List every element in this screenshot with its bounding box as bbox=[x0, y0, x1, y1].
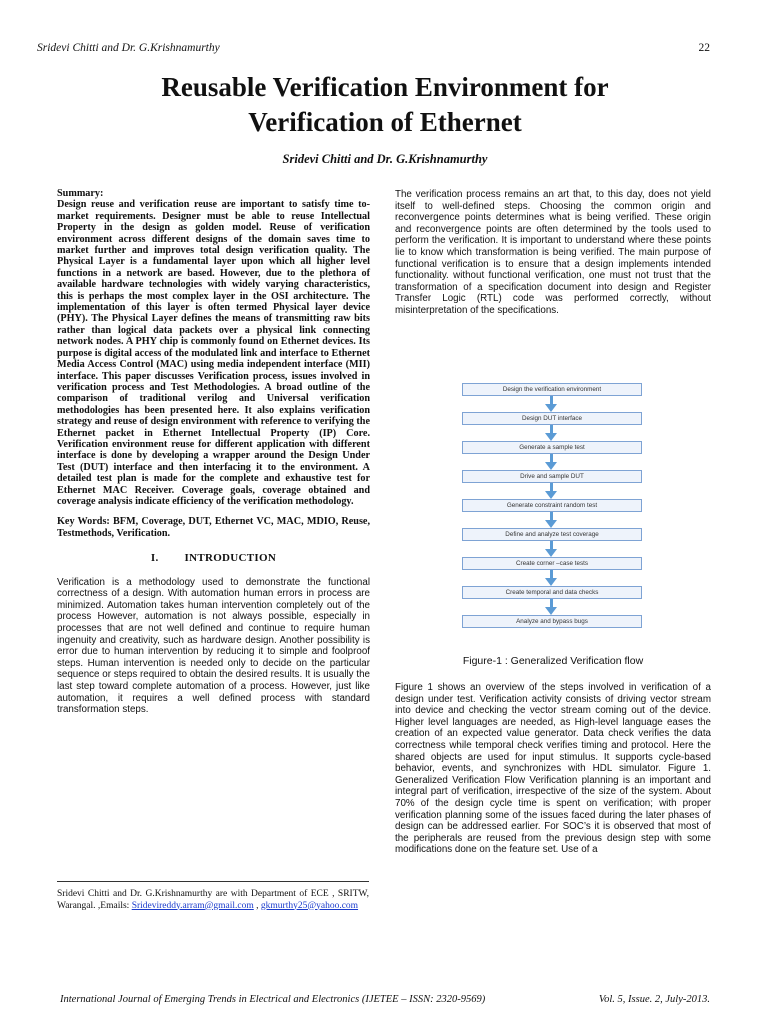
arrow-head bbox=[545, 607, 557, 615]
section-number: I. bbox=[150, 552, 159, 565]
running-head bbox=[37, 42, 710, 58]
arrow-head bbox=[545, 520, 557, 528]
flow-step: Define and analyze test coverage bbox=[462, 528, 642, 541]
flow-step: Generate a sample test bbox=[462, 441, 642, 454]
footnote-separator: , bbox=[253, 900, 261, 911]
flow-arrow bbox=[462, 541, 642, 557]
footer-volume: Vol. 5, Issue. 2, July-2013. bbox=[598, 994, 710, 1005]
arrow-head bbox=[545, 549, 557, 557]
email-link-2[interactable]: gkmurthy25@yahoo.com bbox=[260, 900, 359, 911]
footnote-rule bbox=[57, 881, 369, 882]
verification-flow-diagram bbox=[462, 383, 642, 628]
email-link-1[interactable]: Sridevireddy.arram@gmail.com bbox=[131, 900, 254, 911]
flow-step: Generate constraint random test bbox=[462, 499, 642, 512]
flow-arrow bbox=[462, 425, 642, 441]
arrow-head bbox=[545, 404, 557, 412]
summary-heading: Summary: bbox=[57, 188, 104, 199]
arrow-head bbox=[545, 578, 557, 586]
section-heading-introduction bbox=[57, 553, 370, 564]
arrow-head bbox=[545, 491, 557, 499]
left-column bbox=[57, 188, 370, 716]
title-line-2: Verification of Ethernet bbox=[248, 107, 522, 137]
right-column-paragraph-1: The verification process remains an art that, to this day, does not yield itself to well-defined steps. Choosing the common origin and reconvergence points determines what is being verified. These origin and reconvergence points are often determined by the tools used to perform the verification. It is important to understand where these points lie to know which transformation is being verified. The main purpose of functional verification is to ensure that a design implements intended functionality. without functional verification, one must not trust that the transformation of a specification document into design and Register Transfer Logic (RTL) code was performed correctly, without misinterpretation of the specifications. bbox=[395, 189, 711, 316]
paper-title bbox=[60, 70, 710, 140]
keywords: Key Words: BFM, Coverage, DUT, Ethernet VC, MAC, MDIO, Reuse, Testmethods, Verification. bbox=[57, 516, 370, 539]
flow-step: Analyze and bypass bugs bbox=[462, 615, 642, 628]
title-line-1: Reusable Verification Environment for bbox=[161, 72, 609, 102]
page-number: 22 bbox=[698, 42, 710, 54]
flow-step: Create corner –case tests bbox=[462, 557, 642, 570]
flow-arrow bbox=[462, 396, 642, 412]
introduction-paragraph: Verification is a methodology used to demonstrate the functional correctness of a design. With automation human errors in process are minimized. Automation takes human intervention completely out of the process However, automation is not always possible, especially in processes that are not well defined and continue to require human ingenuity and creativity, such as hardware design. Another possibility is error due to human intervention by reducing it to simple and foolproof steps. Human intervention is needed only to decide on the particular sequence or steps required to obtain the desired results. It is usually the last step toward complete automation of a process. However, just like automation, it requires a well defined process with standard transformation steps. bbox=[57, 576, 370, 716]
running-head-authors: Sridevi Chitti and Dr. G.Krishnamurthy bbox=[37, 42, 220, 54]
flow-step: Design DUT interface bbox=[462, 412, 642, 425]
paper-byline: Sridevi Chitti and Dr. G.Krishnamurthy bbox=[282, 152, 488, 166]
flow-arrow bbox=[462, 570, 642, 586]
flow-arrow bbox=[462, 454, 642, 470]
flow-step: Drive and sample DUT bbox=[462, 470, 642, 483]
summary-text: Design reuse and verification reuse are important to satisfy time to-market requirements. Designer must be able to reuse Intellectual Property in the design as golden model. Reuse of verification environment across different designs of the domain saves time to market further and improves total design verification quality. The Physical Layer is a fundamental layer upon which all higher level functions in a network are based. However, due to the plethora of available hardware technologies with widely varying characteristics, this is perhaps the most complex layer in the OSI architecture. The implementation of this layer is often termed Physical layer device (PHY). The Physical Layer defines the means of transmitting raw bits rather than logical data packets over a physical link connecting network nodes. A PHY chip is commonly found on Ethernet devices. Its purpose is digital access of the modulated link and interface to Ethernet Media Access Control (MAC) using media independent interface (MII) interface. This paper discusses Verification process, issues involved in verification process and Test Methodologies. A broad outline of the comparison of traditional verilog and Universal verification methodologies has been presented here. It also explains verification strategy and reuse of design environment with reference to verifying the Ethernet packet in Ethernet Intellectual Property (IP) Core. Verification environment reuse for different application with different interface is done by developing a wrapper around the Design Under Test (DUT) interface and then interfacing it to the environment. A detailed test plan is made for the complete and exhaustive test for Ethernet MAC Receiver. Coverage goals, coverage obtained and coverage analysis indicate efficiency of the verification methodology. bbox=[57, 199, 370, 507]
footnote-text: Sridevi Chitti and Dr. G.Krishnamurthy are with Department of ECE , SRITW, Warangal. ,Emails: bbox=[57, 889, 369, 911]
flow-step: Design the verification environment bbox=[462, 383, 642, 396]
flow-arrow bbox=[462, 483, 642, 499]
arrow-head bbox=[545, 433, 557, 441]
flow-arrow bbox=[462, 512, 642, 528]
author-footnote bbox=[57, 889, 369, 912]
right-column-paragraph-2: Figure 1 shows an overview of the steps involved in verification of a design under test. Verification activity consists of driving vector stream into device and checking the vector stream coming out of the device. Higher level languages are needed, as High-level language eases the creation of an expected value generator. Data check verifies the data correctness while temporal check verifies timing and protocol. Here the shared objects are used for input stimulus. It supports cycle-based behavior, events, and synchronizes with HDL simulator. Figure 1. Generalized Verification Flow Verification planning is an important and integral part of verification, irrespective of the size of the system. About 70% of the design cycle time is spent on verification; with proper verification planning some of the issues faced during the later phases of design can be addressed earlier. For SOC’s it is observed that most of the peripherals are reused from the previous design step with some modifications done on the feature set. Use of a bbox=[395, 682, 711, 856]
flow-arrow bbox=[462, 599, 642, 615]
footer-journal: International Journal of Emerging Trends in Electrical and Electronics (IJETEE – ISSN: 2320-9569) bbox=[60, 994, 486, 1005]
arrow-head bbox=[545, 462, 557, 470]
section-title: INTRODUCTION bbox=[184, 552, 277, 565]
figure-caption: Figure-1 : Generalized Verification flow bbox=[462, 655, 644, 667]
flow-step: Create temporal and data checks bbox=[462, 586, 642, 599]
